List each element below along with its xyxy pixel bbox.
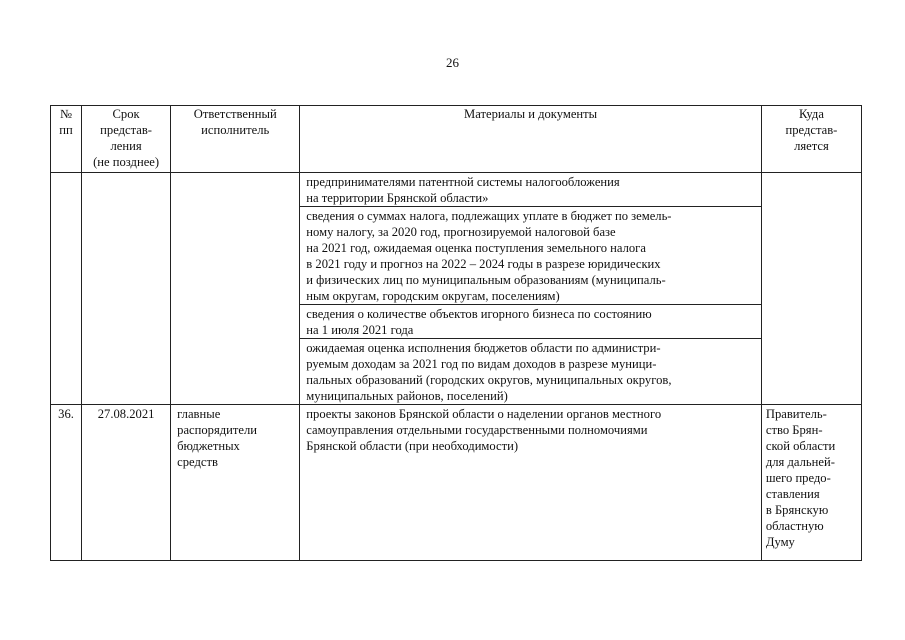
- cell-materials-list: [300, 173, 762, 405]
- material-item: ожидаемая оценка исполнения бюджетов области по администри- руемым доходам за 2021 год по видам доходов в разрезе муници- пальных образований (городских округов, муниципальных округов, муниципальных районов, поселений): [306, 341, 672, 403]
- row-materials: проекты законов Брянской области о наделении органов местного самоуправления отдельными государственными полномочиями Брянской области (при необходимости): [300, 405, 762, 561]
- material-item: сведения о количестве объектов игорного бизнеса по состоянию на 1 июля 2021 года: [300, 305, 761, 339]
- table-row-36: [51, 405, 862, 561]
- page-number: 26: [446, 55, 459, 70]
- header-deadline: Срок представ- ления (не позднее): [82, 106, 171, 173]
- cell-destination-empty: [761, 173, 861, 405]
- row-destination: Правитель- ство Брян- ской области для дальней- шего предо- ставления в Брянскую областную Думу: [761, 405, 861, 561]
- plan-table: [50, 105, 862, 561]
- table-row-continuation: [51, 173, 862, 405]
- material-item: сведения о суммах налога, подлежащих уплате в бюджет по земель- ному налогу, за 2020 год, прогнозируемой налоговой базе на 2021 год, ожидаемая оценка поступления земельного налога в 2021 году и прогноз на 2022 – 2024 годы в разрезе юридических и физических лиц по муниципальным образованиям (муниципаль- ным округам, городским округам, поселениям): [300, 207, 761, 305]
- row-responsible: главные распорядители бюджетных средств: [171, 405, 300, 561]
- cell-num-empty: [51, 173, 82, 405]
- cell-responsible-empty: [171, 173, 300, 405]
- table-header-row: [51, 106, 862, 173]
- header-materials: Материалы и документы: [300, 106, 762, 173]
- row-number: 36.: [51, 405, 82, 561]
- cell-deadline-empty: [82, 173, 171, 405]
- header-num: № пп: [51, 106, 82, 173]
- header-destination: Куда представ- ляется: [761, 106, 861, 173]
- material-item: предпринимателями патентной системы налогообложения на территории Брянской области»: [300, 173, 761, 207]
- header-responsible: Ответственный исполнитель: [171, 106, 300, 173]
- row-deadline: 27.08.2021: [82, 405, 171, 561]
